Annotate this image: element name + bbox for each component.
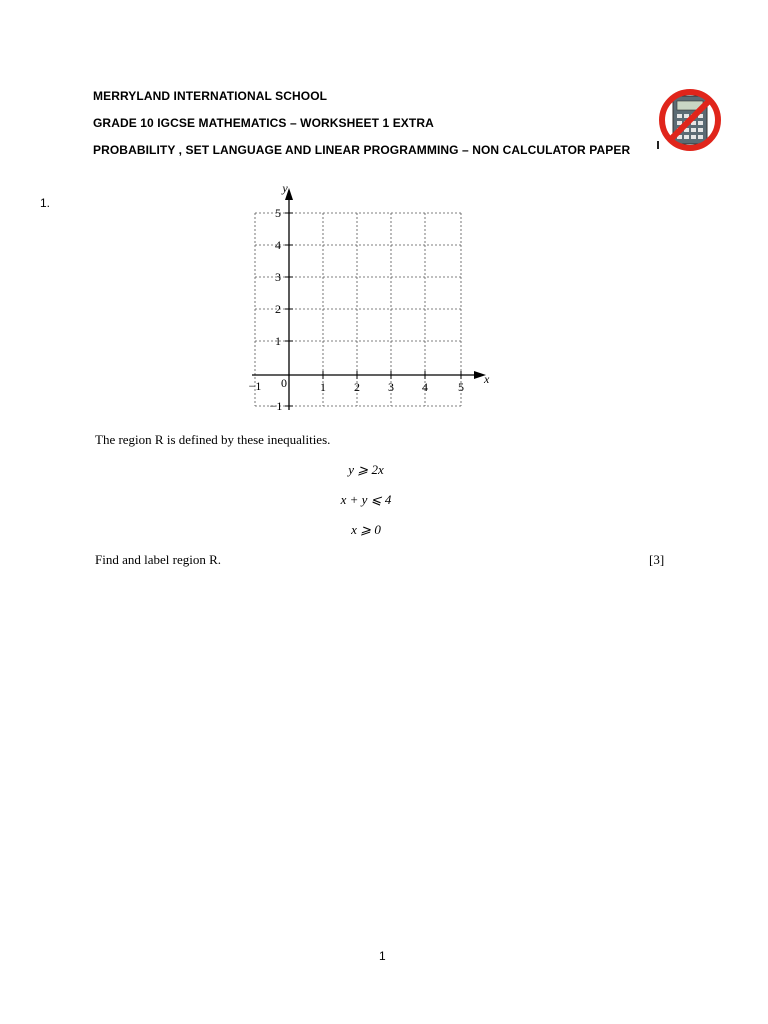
y-tick-label: 3 [275,270,281,284]
y-axis-label: y [282,181,288,195]
school-name: MERRYLAND INTERNATIONAL SCHOOL [93,89,328,103]
inequality-2: x + y ⩽ 4 [340,492,392,507]
question-instruction: Find and label region R. [95,552,222,567]
page-number: 1 [379,949,386,963]
inequality-1: y ⩾ 2x [348,462,384,477]
coordinate-grid [244,178,494,414]
x-tick-label: 1 [320,380,326,394]
x-tick-label: 5 [458,380,464,394]
question-number: 1. [40,196,51,210]
question-marks: [3] [649,552,665,567]
no-calculator-icon [656,86,724,154]
x-axis-label: x [484,372,490,386]
x-tick-label: 3 [388,380,394,394]
worksheet-topic: PROBABILITY , SET LANGUAGE AND LINEAR PROGRAMMING – NON CALCULATOR PAPER [93,143,631,157]
inequality-3: x ⩾ 0 [351,522,381,537]
worksheet-title: GRADE 10 IGCSE MATHEMATICS – WORKSHEET 1 EXTRA [93,116,434,130]
x-tick-label: 2 [354,380,360,394]
tick-marks [285,213,461,406]
x-tick-label: 4 [422,380,428,394]
y-tick-label: 2 [275,302,281,316]
x-tick-label: −1 [248,379,262,393]
y-tick-label: 5 [275,206,281,220]
x-tick-label: 0 [281,376,287,390]
y-tick-label: 4 [275,238,281,252]
y-tick-label: −1 [269,399,283,413]
question-intro: The region R is defined by these inequalities. [95,432,331,447]
y-tick-label: 1 [275,334,281,348]
